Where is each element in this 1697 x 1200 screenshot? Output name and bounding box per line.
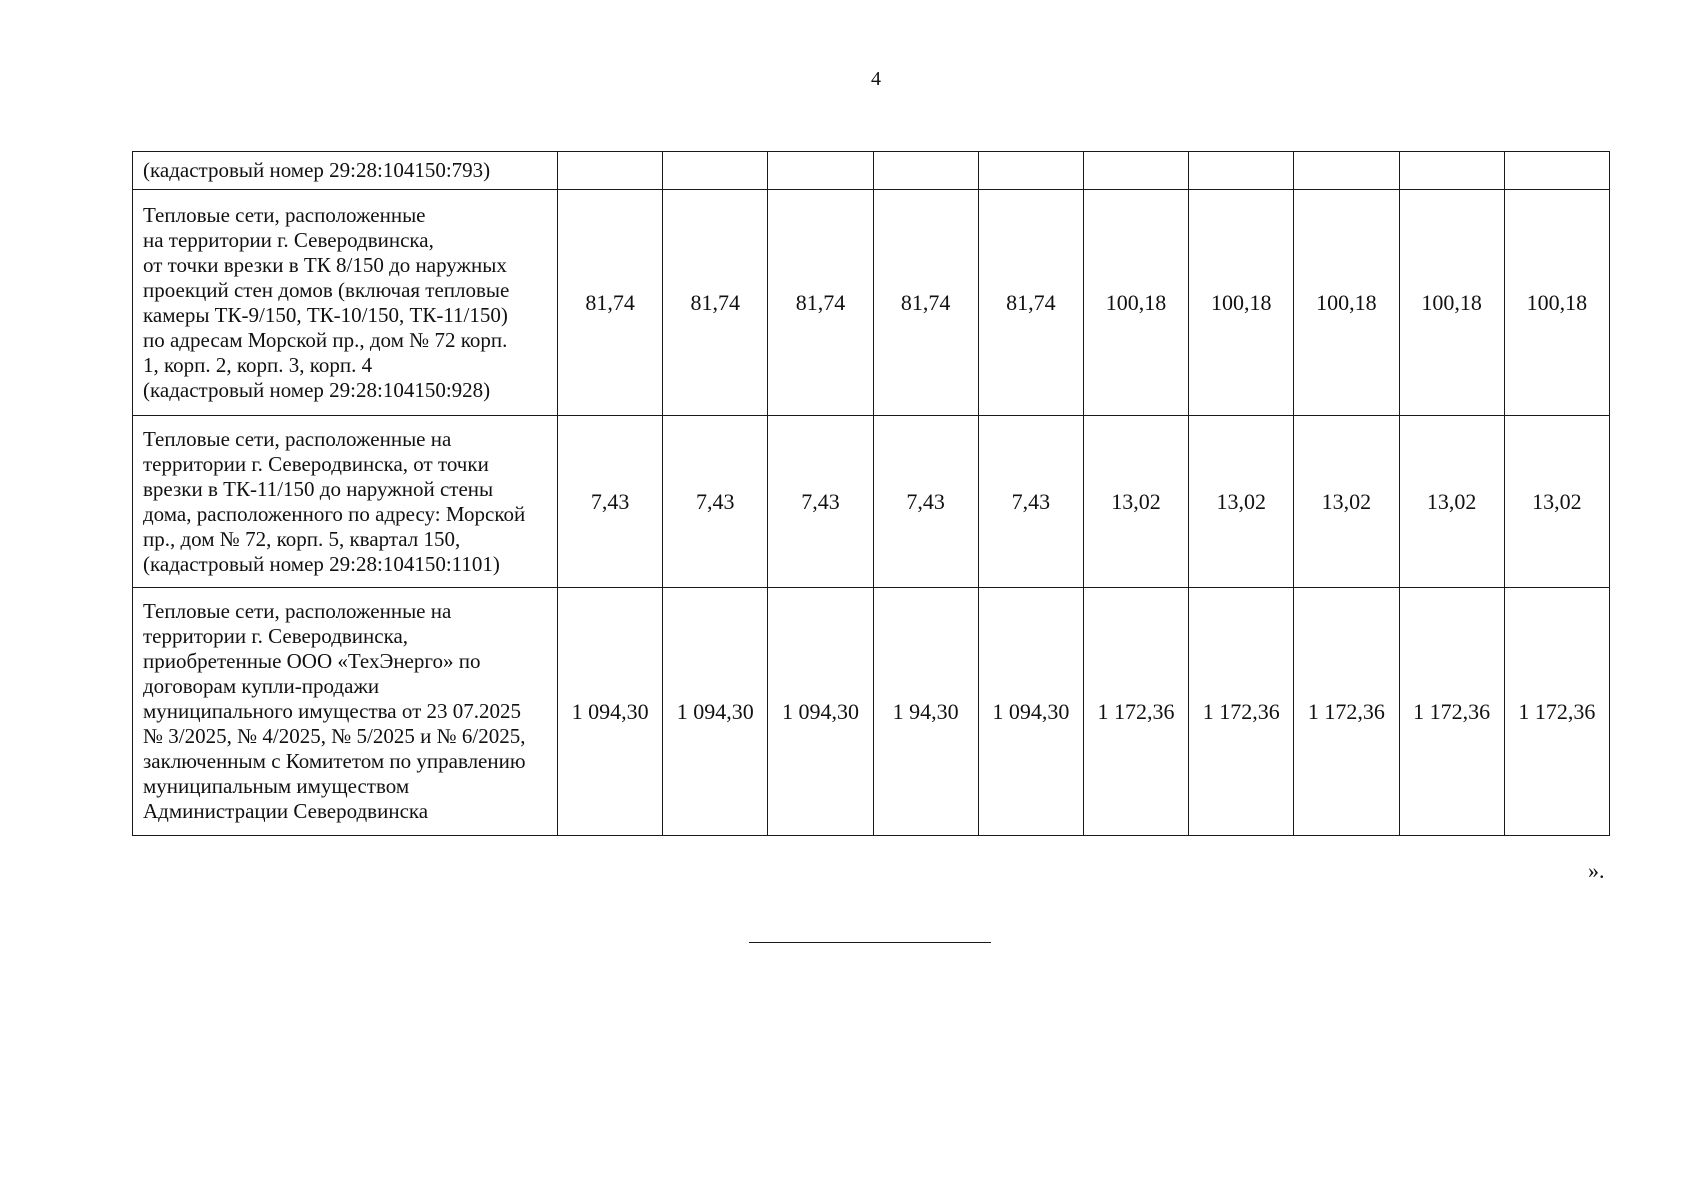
description-line: приобретенные ООО «ТехЭнерго» по xyxy=(143,649,481,673)
table-row xyxy=(133,588,1610,836)
table-row xyxy=(133,152,1610,190)
value-cell: 100,18 xyxy=(1189,190,1294,416)
description-line: (кадастровый номер 29:28:104150:793) xyxy=(143,158,491,182)
description-line: Администрации Северодвинска xyxy=(143,799,429,823)
description-line: (кадастровый номер 29:28:104150:1101) xyxy=(143,551,500,576)
value-cell: 7,43 xyxy=(978,416,1083,588)
description-line: 1, корп. 2, корп. 3, корп. 4 xyxy=(143,352,373,377)
description-line: договорам купли-продажи xyxy=(143,674,380,698)
description-cell xyxy=(133,588,558,836)
value-cell: 81,74 xyxy=(978,190,1083,416)
description-line: заключенным с Комитетом по управлению xyxy=(143,749,526,773)
tariff-table xyxy=(132,151,1610,836)
value-cell: 100,18 xyxy=(1504,190,1609,416)
value-cell xyxy=(1083,152,1188,190)
description-line: камеры ТК-9/150, ТК-10/150, ТК-11/150) xyxy=(143,302,508,327)
description-line: (кадастровый номер 29:28:104150:928) xyxy=(143,377,491,402)
description-line: врезки в ТК-11/150 до наружной стены xyxy=(143,476,494,501)
value-cell: 1 094,30 xyxy=(663,588,768,836)
value-cell: 13,02 xyxy=(1083,416,1188,588)
value-cell xyxy=(1294,152,1399,190)
value-cell: 13,02 xyxy=(1399,416,1504,588)
value-cell: 1 172,36 xyxy=(1083,588,1188,836)
value-cell xyxy=(978,152,1083,190)
description-line: на территории г. Северодвинска, xyxy=(143,227,434,252)
value-cell xyxy=(768,152,873,190)
value-cell: 1 094,30 xyxy=(768,588,873,836)
description-cell xyxy=(133,190,558,416)
value-cell: 81,74 xyxy=(873,190,978,416)
value-cell xyxy=(663,152,768,190)
description-line: проекций стен домов (включая тепловые xyxy=(143,277,510,302)
table-row xyxy=(133,190,1610,416)
value-cell: 7,43 xyxy=(768,416,873,588)
table-row xyxy=(133,416,1610,588)
description-line: пр., дом № 72, корп. 5, квартал 150, xyxy=(143,526,461,551)
value-cell: 13,02 xyxy=(1504,416,1609,588)
page-number: 4 xyxy=(871,68,881,90)
value-cell: 81,74 xyxy=(663,190,768,416)
value-cell: 13,02 xyxy=(1189,416,1294,588)
value-cell xyxy=(873,152,978,190)
description-line: Тепловые сети, расположенные xyxy=(143,202,426,227)
value-cell: 7,43 xyxy=(663,416,768,588)
value-cell: 1 172,36 xyxy=(1189,588,1294,836)
value-cell: 1 94,30 xyxy=(873,588,978,836)
value-cell: 1 172,36 xyxy=(1294,588,1399,836)
value-cell: 100,18 xyxy=(1294,190,1399,416)
description-line: по адресам Морской пр., дом № 72 корп. xyxy=(143,327,508,352)
value-cell: 1 094,30 xyxy=(558,588,663,836)
value-cell: 7,43 xyxy=(558,416,663,588)
value-cell xyxy=(1189,152,1294,190)
closing-quote: ». xyxy=(1588,858,1605,883)
description-line: Тепловые сети, расположенные на xyxy=(143,599,452,623)
value-cell: 100,18 xyxy=(1399,190,1504,416)
description-cell xyxy=(133,152,558,190)
description-line: Тепловые сети, расположенные на xyxy=(143,426,452,451)
value-cell xyxy=(558,152,663,190)
table-body xyxy=(133,152,1610,836)
value-cell: 81,74 xyxy=(768,190,873,416)
description-line: дома, расположенного по адресу: Морской xyxy=(143,501,526,526)
value-cell: 7,43 xyxy=(873,416,978,588)
value-cell xyxy=(1504,152,1609,190)
end-rule xyxy=(749,942,991,943)
value-cell: 100,18 xyxy=(1083,190,1188,416)
description-line: муниципальным имуществом xyxy=(143,774,410,798)
description-line: территории г. Северодвинска, xyxy=(143,624,409,648)
description-line: муниципального имущества от 23 07.2025 xyxy=(143,699,522,723)
description-line: № 3/2025, № 4/2025, № 5/2025 и № 6/2025, xyxy=(143,724,526,748)
description-line: территории г. Северодвинска, от точки xyxy=(143,451,489,476)
value-cell: 1 172,36 xyxy=(1399,588,1504,836)
value-cell xyxy=(1399,152,1504,190)
value-cell: 1 172,36 xyxy=(1504,588,1609,836)
value-cell: 81,74 xyxy=(558,190,663,416)
value-cell: 13,02 xyxy=(1294,416,1399,588)
value-cell: 1 094,30 xyxy=(978,588,1083,836)
description-line: от точки врезки в ТК 8/150 до наружных xyxy=(143,252,507,277)
description-cell xyxy=(133,416,558,588)
